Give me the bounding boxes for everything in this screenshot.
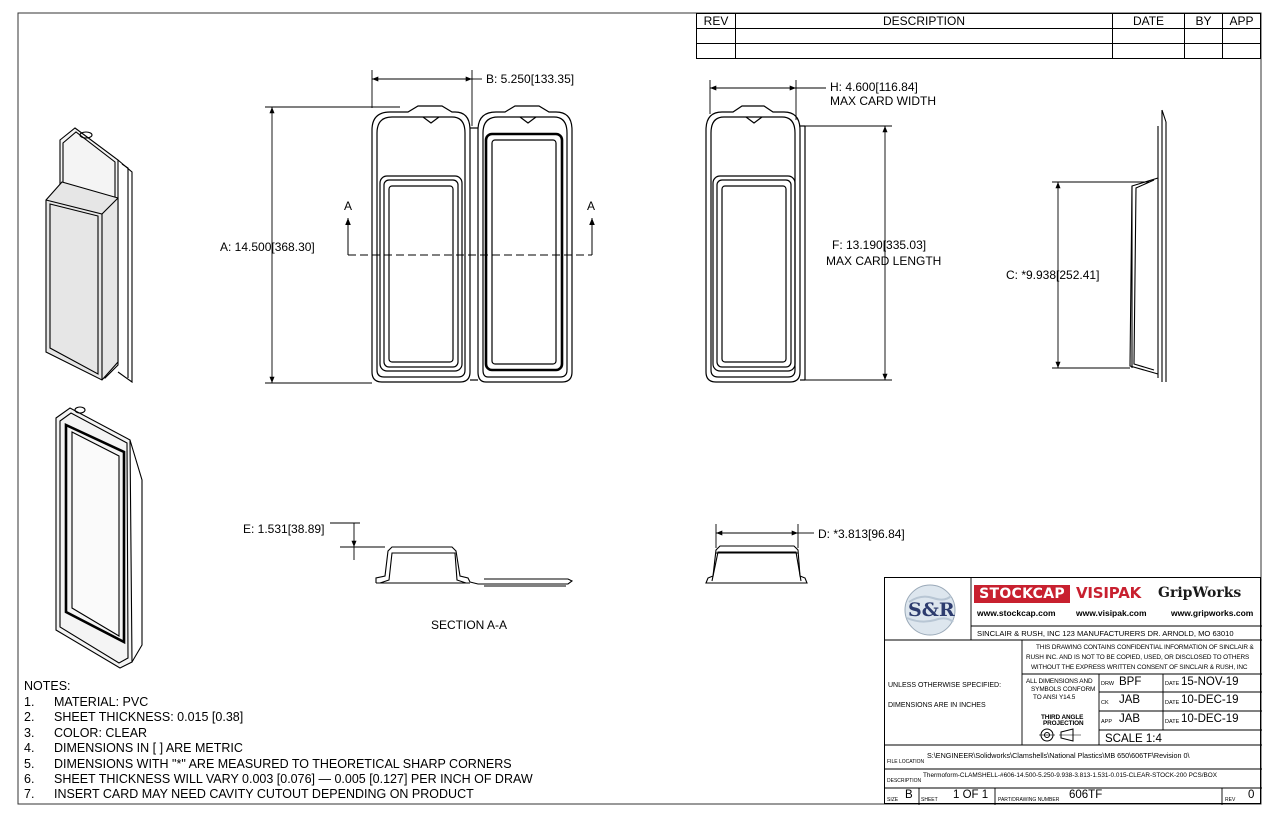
note-number: 5.: [24, 756, 35, 771]
company-address: SINCLAIR & RUSH, INC 123 MANUFACTURERS DR. ARNOLD, MO 63010: [977, 629, 1234, 638]
drw-label: DRW: [1101, 681, 1115, 687]
rev-header-rev: REV: [697, 14, 736, 29]
gripworks-logo: GripWorks: [1158, 585, 1242, 601]
stockcap-logo: STOCKCAP: [974, 585, 1070, 603]
stockcap-url: www.stockcap.com: [977, 608, 1056, 618]
note-text: MATERIAL: PVC: [54, 695, 149, 709]
description-label: DESCRIPTION: [887, 778, 922, 784]
unless-specified: UNLESS OTHERWISE SPECIFIED:: [888, 682, 1002, 689]
chk-date: 10-DEC-19: [1181, 694, 1239, 706]
drw-date: 15-NOV-19: [1181, 676, 1239, 688]
scale: SCALE 1:4: [1105, 733, 1162, 745]
rev-value: 0: [1248, 789, 1255, 801]
note-number: 6.: [24, 772, 35, 787]
notes-title: NOTES:: [24, 679, 71, 693]
revision-table: [696, 13, 1261, 59]
third-angle-line-1: THIRD ANGLE: [1041, 714, 1084, 721]
note-number: 4.: [24, 741, 35, 756]
app-date-label: DATE: [1165, 719, 1180, 725]
dim-b-label: B: 5.250[133.35]: [486, 72, 575, 86]
visipak-logo: VISIPAK: [1076, 584, 1142, 602]
confidential-line-3: WITHOUT THE EXPRESS WRITTEN CONSENT OF SINCLAIR & RUSH, INC: [1031, 664, 1248, 671]
open-front-view: [372, 106, 572, 382]
note-text: SHEET THICKNESS: 0.015 [0.38]: [54, 710, 244, 725]
dim-h-note: MAX CARD WIDTH: [830, 94, 936, 108]
dim-e-lines: [330, 523, 385, 560]
dim-f-label: F: 13.190[335.03]: [832, 238, 927, 252]
file-location: S:\ENGINEER\Solidworks\Clamshells\National Plastics\MB 650\606TF\Revision 0\: [927, 751, 1190, 760]
note-item: [24, 772, 533, 787]
rev-row: [697, 29, 1261, 44]
dim-f-note: MAX CARD LENGTH: [826, 254, 942, 268]
size-label: SIZE: [887, 797, 899, 803]
file-location-label: FILE LOCATION: [887, 759, 925, 765]
sheet-label: SHEET: [921, 797, 938, 803]
section-mark-right: A: [587, 199, 596, 213]
note-item: [24, 726, 533, 741]
note-number: 2.: [24, 710, 35, 725]
note-item: [24, 787, 533, 802]
sr-logo-text: S&R: [908, 599, 955, 621]
app-by: JAB: [1119, 713, 1141, 725]
section-a-a-label: SECTION A-A: [431, 618, 508, 632]
size-value: B: [905, 789, 913, 801]
note-number: 3.: [24, 725, 35, 740]
note-text: SHEET THICKNESS WILL VARY 0.003 [0.076] — 0.005 [0.127] PER INCH OF DRAW: [54, 772, 533, 787]
chk-label: CK: [1101, 700, 1109, 706]
rev-header-by: BY: [1185, 14, 1223, 29]
side-view-front: [706, 106, 805, 382]
app-date: 10-DEC-19: [1181, 713, 1239, 725]
third-angle-line-2: PROJECTION: [1043, 720, 1084, 727]
note-item: [24, 741, 533, 756]
edge-view: [1130, 110, 1166, 382]
note-text: DIMENSIONS WITH "*" ARE MEASURED TO THEORETICAL SHARP CORNERS: [54, 756, 512, 771]
confidential-line-2: RUSH INC. AND IS NOT TO BE COPIED, USED, OR DISCLOSED TO OTHERS: [1026, 654, 1250, 661]
chk-by: JAB: [1119, 694, 1141, 706]
part-description: Thermoform-CLAMSHELL-#606-14.500-5.250-9.938-3.813-1.531-0.015-CLEAR-STOCK-200 PCS/BOX: [923, 772, 1217, 779]
dim-d-lines: [716, 524, 814, 548]
isometric-view-back: [56, 407, 142, 668]
rev-header-description: DESCRIPTION: [736, 14, 1113, 29]
dim-h-lines: [710, 80, 826, 120]
dim-e-label: E: 1.531[38.89]: [243, 522, 325, 536]
app-label: APP: [1101, 719, 1113, 725]
note-number: 7.: [24, 787, 35, 802]
conform-line-1: ALL DIMENSIONS AND: [1026, 678, 1093, 685]
sr-logo: [891, 584, 969, 636]
dim-a-label: A: 14.500[368.30]: [220, 240, 315, 254]
isometric-view-front: [46, 128, 132, 382]
section-a-a-view: [376, 547, 572, 586]
dims-in-inches: DIMENSIONS ARE IN INCHES: [888, 702, 986, 709]
title-block: [884, 577, 1261, 804]
conform-line-3: TO ANSI Y14.5: [1033, 694, 1076, 701]
rev-label: REV: [1225, 797, 1236, 803]
notes-list: [24, 695, 533, 803]
drw-date-label: DATE: [1165, 681, 1180, 687]
dim-f-lines: [800, 126, 892, 380]
note-item: [24, 710, 533, 725]
rev-row: [697, 44, 1261, 59]
part-number-label: PART/DRAWING NUMBER: [998, 797, 1060, 803]
chk-date-label: DATE: [1165, 700, 1180, 706]
note-item: [24, 695, 533, 710]
third-angle-projection-icon: [1039, 727, 1085, 743]
confidential-line-1: THIS DRAWING CONTAINS CONFIDENTIAL INFORMATION OF SINCLAIR &: [1036, 644, 1254, 651]
end-view: [706, 546, 807, 583]
part-number: 606TF: [1069, 789, 1103, 801]
note-text: COLOR: CLEAR: [54, 725, 148, 740]
note-number: 1.: [24, 695, 35, 709]
sheet-value: 1 OF 1: [953, 789, 989, 801]
visipak-url: www.visipak.com: [1076, 608, 1147, 618]
rev-header-date: DATE: [1113, 14, 1185, 29]
gripworks-url: www.gripworks.com: [1171, 608, 1254, 618]
dim-d-label: D: *3.813[96.84]: [818, 527, 905, 541]
conform-line-2: SYMBOLS CONFORM: [1031, 686, 1096, 693]
note-text: INSERT CARD MAY NEED CAVITY CUTOUT DEPENDING ON PRODUCT: [54, 787, 474, 802]
section-mark-left: A: [344, 199, 353, 213]
dim-c-label: C: *9.938[252.41]: [1006, 268, 1100, 282]
note-text: DIMENSIONS IN [ ] ARE METRIC: [54, 741, 243, 756]
rev-header-app: APP: [1223, 14, 1261, 29]
drw-by: BPF: [1119, 676, 1142, 688]
note-item: [24, 757, 533, 772]
dim-h-label: H: 4.600[116.84]: [830, 80, 918, 94]
